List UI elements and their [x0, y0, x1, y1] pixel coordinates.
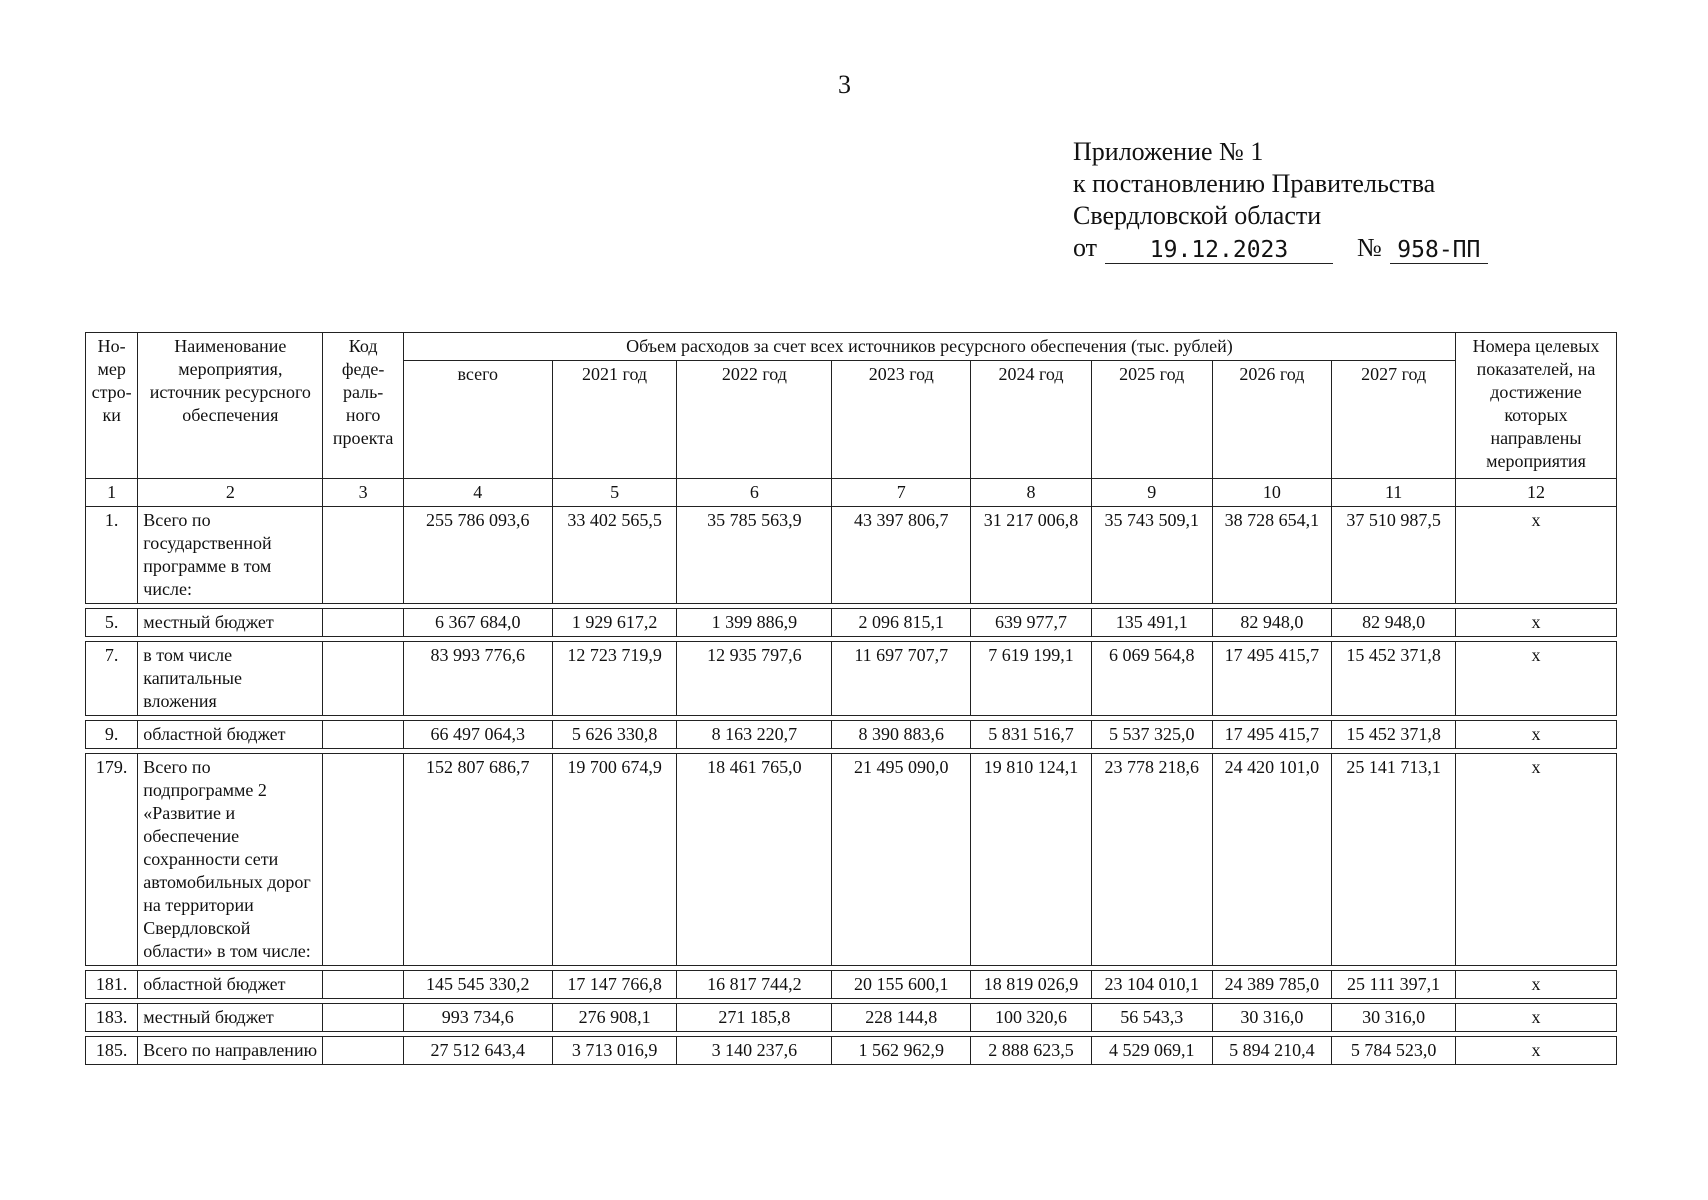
value-total: 27 512 643,4 [403, 1037, 552, 1065]
column-number: 7 [832, 479, 971, 507]
header-code: Код феде-раль-ного проекта [323, 333, 403, 479]
number-prefix: № [1357, 233, 1382, 262]
row-name: местный бюджет [138, 1004, 323, 1032]
value-total: 255 786 093,6 [403, 507, 552, 604]
value-2024: 2 888 623,5 [971, 1037, 1092, 1065]
header-row-no: Но-мер стро-ки [86, 333, 138, 479]
value-2025: 23 778 218,6 [1091, 754, 1212, 966]
header-volume: Объем расходов за счет всех источников ресурсного обеспечения (тыс. рублей) [403, 333, 1455, 361]
value-2022: 18 461 765,0 [677, 754, 832, 966]
value-2022: 3 140 237,6 [677, 1037, 832, 1065]
value-2022: 271 185,8 [677, 1004, 832, 1032]
value-2021: 33 402 565,5 [552, 507, 677, 604]
column-number: 8 [971, 479, 1092, 507]
header-2022: 2022 год [677, 361, 832, 479]
value-2023: 11 697 707,7 [832, 642, 971, 716]
value-2021: 12 723 719,9 [552, 642, 677, 716]
table-row [86, 1004, 1617, 1032]
column-number: 10 [1212, 479, 1332, 507]
value-2022: 12 935 797,6 [677, 642, 832, 716]
row-number: 183. [86, 1004, 138, 1032]
value-2026: 24 420 101,0 [1212, 754, 1332, 966]
row-targets: х [1455, 1004, 1616, 1032]
row-name: Всего по государственной программе в том числе: [138, 507, 323, 604]
row-number: 7. [86, 642, 138, 716]
value-total: 993 734,6 [403, 1004, 552, 1032]
header-targets: Номера целевых показателей, на достижение которых направлены мероприятия [1455, 333, 1616, 479]
header-2025: 2025 год [1091, 361, 1212, 479]
appendix-title: Приложение № 1 [1073, 137, 1264, 166]
appendix-line-region: Свердловской области [1073, 201, 1322, 230]
column-number: 2 [138, 479, 323, 507]
table-row [86, 609, 1617, 637]
table-row [86, 721, 1617, 749]
value-2027: 30 316,0 [1332, 1004, 1456, 1032]
value-2021: 17 147 766,8 [552, 971, 677, 999]
appendix-date-number-line [1073, 232, 1488, 264]
row-number: 181. [86, 971, 138, 999]
row-name: областной бюджет [138, 971, 323, 999]
column-number: 6 [677, 479, 832, 507]
value-2026: 17 495 415,7 [1212, 642, 1332, 716]
value-total: 152 807 686,7 [403, 754, 552, 966]
column-number: 11 [1332, 479, 1456, 507]
header-2026: 2026 год [1212, 361, 1332, 479]
appendix-block [1073, 136, 1488, 264]
expenditure-table [85, 332, 1617, 1065]
header-name: Наименование мероприятия, источник ресурсного обеспечения [138, 333, 323, 479]
value-2021: 1 929 617,2 [552, 609, 677, 637]
row-targets: х [1455, 642, 1616, 716]
table-row [86, 1037, 1617, 1065]
column-number: 3 [323, 479, 403, 507]
value-2027: 15 452 371,8 [1332, 721, 1456, 749]
row-targets: х [1455, 971, 1616, 999]
column-number-row [86, 479, 1617, 507]
value-2025: 56 543,3 [1091, 1004, 1212, 1032]
row-number: 1. [86, 507, 138, 604]
value-2023: 8 390 883,6 [832, 721, 971, 749]
value-2024: 639 977,7 [971, 609, 1092, 637]
value-2023: 20 155 600,1 [832, 971, 971, 999]
value-2026: 82 948,0 [1212, 609, 1332, 637]
row-code [323, 754, 403, 966]
header-2024: 2024 год [971, 361, 1092, 479]
row-name: Всего по направлению [138, 1037, 323, 1065]
row-targets: х [1455, 609, 1616, 637]
row-name: в том числе капитальные вложения [138, 642, 323, 716]
row-number: 185. [86, 1037, 138, 1065]
value-2026: 17 495 415,7 [1212, 721, 1332, 749]
value-2023: 1 562 962,9 [832, 1037, 971, 1065]
appendix-line-resolution: к постановлению Правительства [1073, 169, 1436, 198]
header-total: всего [403, 361, 552, 479]
table-row [86, 507, 1617, 604]
table-row [86, 971, 1617, 999]
value-2027: 15 452 371,8 [1332, 642, 1456, 716]
column-number: 12 [1455, 479, 1616, 507]
value-2024: 100 320,6 [971, 1004, 1092, 1032]
row-name: Всего по подпрограмме 2 «Развитие и обеспечение сохранности сети автомобильных дорог на территории Свердловской области» в том числе: [138, 754, 323, 966]
value-2027: 25 111 397,1 [1332, 971, 1456, 999]
header-2021: 2021 год [552, 361, 677, 479]
value-2024: 18 819 026,9 [971, 971, 1092, 999]
value-total: 145 545 330,2 [403, 971, 552, 999]
row-code [323, 1037, 403, 1065]
column-number: 4 [403, 479, 552, 507]
column-number: 1 [86, 479, 138, 507]
value-2026: 38 728 654,1 [1212, 507, 1332, 604]
value-2023: 21 495 090,0 [832, 754, 971, 966]
value-2023: 228 144,8 [832, 1004, 971, 1032]
value-2025: 35 743 509,1 [1091, 507, 1212, 604]
column-number: 9 [1091, 479, 1212, 507]
value-2024: 31 217 006,8 [971, 507, 1092, 604]
row-number: 179. [86, 754, 138, 966]
page-number: 3 [838, 70, 851, 99]
value-2026: 5 894 210,4 [1212, 1037, 1332, 1065]
value-2027: 5 784 523,0 [1332, 1037, 1456, 1065]
row-name: областной бюджет [138, 721, 323, 749]
row-targets: х [1455, 1037, 1616, 1065]
table-body [86, 507, 1617, 1065]
value-2021: 3 713 016,9 [552, 1037, 677, 1065]
row-code [323, 971, 403, 999]
value-total: 66 497 064,3 [403, 721, 552, 749]
value-2023: 43 397 806,7 [832, 507, 971, 604]
value-2027: 25 141 713,1 [1332, 754, 1456, 966]
value-2027: 37 510 987,5 [1332, 507, 1456, 604]
header-row-1 [86, 333, 1617, 361]
row-code [323, 1004, 403, 1032]
value-2021: 19 700 674,9 [552, 754, 677, 966]
value-2026: 30 316,0 [1212, 1004, 1332, 1032]
date-prefix: от [1073, 233, 1098, 262]
value-2025: 135 491,1 [1091, 609, 1212, 637]
value-2026: 24 389 785,0 [1212, 971, 1332, 999]
column-number: 5 [552, 479, 677, 507]
value-2025: 5 537 325,0 [1091, 721, 1212, 749]
value-2025: 23 104 010,1 [1091, 971, 1212, 999]
row-code [323, 609, 403, 637]
row-code [323, 507, 403, 604]
value-2025: 4 529 069,1 [1091, 1037, 1212, 1065]
value-2022: 1 399 886,9 [677, 609, 832, 637]
value-2024: 7 619 199,1 [971, 642, 1092, 716]
value-total: 83 993 776,6 [403, 642, 552, 716]
value-2024: 5 831 516,7 [971, 721, 1092, 749]
value-2021: 5 626 330,8 [552, 721, 677, 749]
value-2027: 82 948,0 [1332, 609, 1456, 637]
row-targets: х [1455, 507, 1616, 604]
resolution-date: 19.12.2023 [1105, 237, 1333, 264]
table-row [86, 754, 1617, 966]
row-targets: х [1455, 754, 1616, 966]
value-2025: 6 069 564,8 [1091, 642, 1212, 716]
value-2022: 16 817 744,2 [677, 971, 832, 999]
row-code [323, 721, 403, 749]
header-2027: 2027 год [1332, 361, 1456, 479]
value-2021: 276 908,1 [552, 1004, 677, 1032]
row-code [323, 642, 403, 716]
value-2022: 8 163 220,7 [677, 721, 832, 749]
row-number: 9. [86, 721, 138, 749]
row-targets: х [1455, 721, 1616, 749]
value-2023: 2 096 815,1 [832, 609, 971, 637]
value-2024: 19 810 124,1 [971, 754, 1092, 966]
header-2023: 2023 год [832, 361, 971, 479]
row-number: 5. [86, 609, 138, 637]
value-total: 6 367 684,0 [403, 609, 552, 637]
row-name: местный бюджет [138, 609, 323, 637]
table-row [86, 642, 1617, 716]
resolution-number: 958-ПП [1390, 237, 1488, 264]
value-2022: 35 785 563,9 [677, 507, 832, 604]
